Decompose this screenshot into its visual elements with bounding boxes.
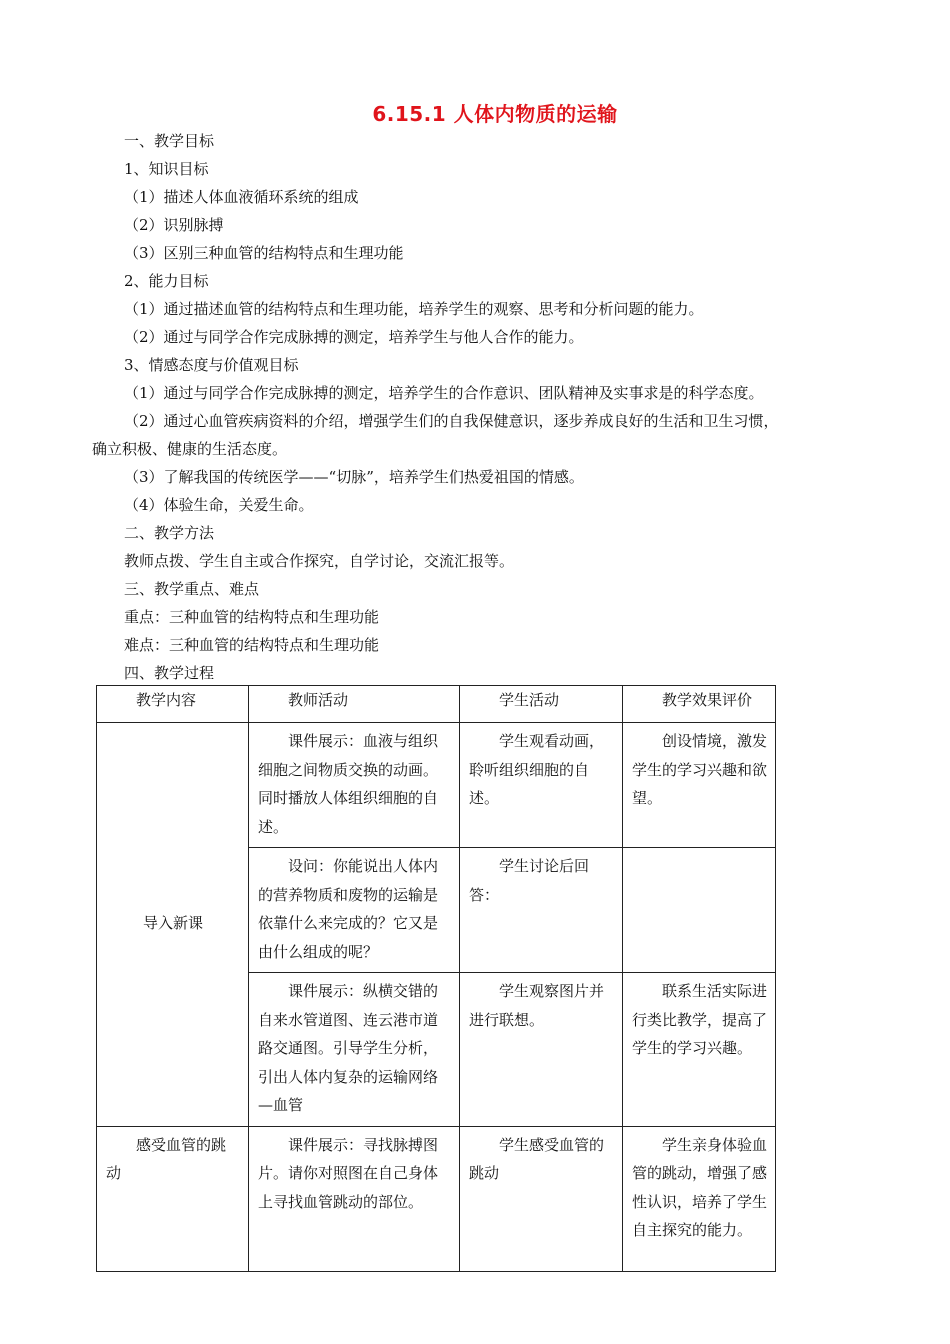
methods-text: 教师点拨、学生自主或合作探究，自学讨论，交流汇报等。 — [124, 552, 515, 570]
header-student: 学生活动 — [460, 686, 623, 723]
effect-evaluation — [623, 848, 776, 973]
section-objectives: 一、教学目标 — [124, 132, 215, 150]
teacher-activity: 课件展示：寻找脉搏图片。请你对照图在自己身体上寻找血管跳动的部位。 — [249, 1126, 460, 1271]
section-key-points: 三、教学重点、难点 — [124, 580, 260, 598]
teacher-activity: 设问：你能说出人体内的营养物质和废物的运输是依靠什么来完成的？它又是由什么组成的呢？ — [249, 848, 460, 973]
knowledge-item: （1）描述人体血液循环系统的组成 — [124, 188, 359, 206]
header-content: 教学内容 — [97, 686, 249, 723]
header-effect: 教学效果评价 — [623, 686, 776, 723]
student-activity: 学生观察图片并进行联想。 — [460, 973, 623, 1127]
table-row — [97, 723, 776, 848]
emotion-item: （3）了解我国的传统医学——“切脉”，培养学生们热爱祖国的情感。 — [124, 468, 584, 486]
key-point: 重点：三种血管的结构特点和生理功能 — [124, 608, 380, 626]
effect-evaluation: 创设情境，激发学生的学习兴趣和欲望。 — [623, 723, 776, 848]
teacher-activity: 课件展示：血液与组织细胞之间物质交换的动画。同时播放人体组织细胞的自述。 — [249, 723, 460, 848]
emotion-goal-heading: 3、情感态度与价值观目标 — [124, 356, 299, 374]
effect-evaluation: 联系生活实际进行类比教学，提高了学生的学习兴趣。 — [623, 973, 776, 1127]
emotion-item: （2）通过心血管疾病资料的介绍，增强学生们的自我保健意识，逐步养成良好的生活和卫生习惯， — [124, 412, 779, 430]
intro-cell: 导入新课 — [97, 723, 249, 1127]
teacher-activity: 课件展示：纵横交错的自来水管道图、连云港市道路交通图。引导学生分析，引出人体内复杂的运输网络—血管 — [249, 973, 460, 1127]
ability-item: （2）通过与同学合作完成脉搏的测定，培养学生与他人合作的能力。 — [124, 328, 584, 346]
ability-goal-heading: 2、能力目标 — [124, 272, 209, 290]
ability-item: （1）通过描述血管的结构特点和生理功能，培养学生的观察、思考和分析问题的能力。 — [124, 300, 704, 318]
effect-evaluation: 学生亲身体验血管的跳动，增强了感性认识，培养了学生自主探究的能力。 — [623, 1126, 776, 1271]
emotion-item-continued: 确立积极、健康的生活态度。 — [92, 440, 288, 458]
teaching-process-table — [96, 685, 776, 1272]
knowledge-goal-heading: 1、知识目标 — [124, 160, 209, 178]
table-row — [97, 1126, 776, 1271]
section-methods: 二、教学方法 — [124, 524, 215, 542]
emotion-item: （1）通过与同学合作完成脉搏的测定，培养学生的合作意识、团队精神及实事求是的科学态度。 — [124, 384, 764, 402]
student-activity: 学生观看动画，聆听组织细胞的自述。 — [460, 723, 623, 848]
student-activity: 学生讨论后回答： — [460, 848, 623, 973]
knowledge-item: （3）区别三种血管的结构特点和生理功能 — [124, 244, 404, 262]
section-process: 四、教学过程 — [124, 664, 215, 682]
page-title: 6.15.1 人体内物质的运输 — [372, 102, 618, 126]
knowledge-item: （2）识别脉搏 — [124, 216, 224, 234]
table-header-row — [97, 686, 776, 723]
emotion-item: （4）体验生命，关爱生命。 — [124, 496, 314, 514]
student-activity: 学生感受血管的跳动 — [460, 1126, 623, 1271]
content-cell: 感受血管的跳动 — [97, 1126, 249, 1271]
header-teacher: 教师活动 — [249, 686, 460, 723]
difficult-point: 难点：三种血管的结构特点和生理功能 — [124, 636, 380, 654]
